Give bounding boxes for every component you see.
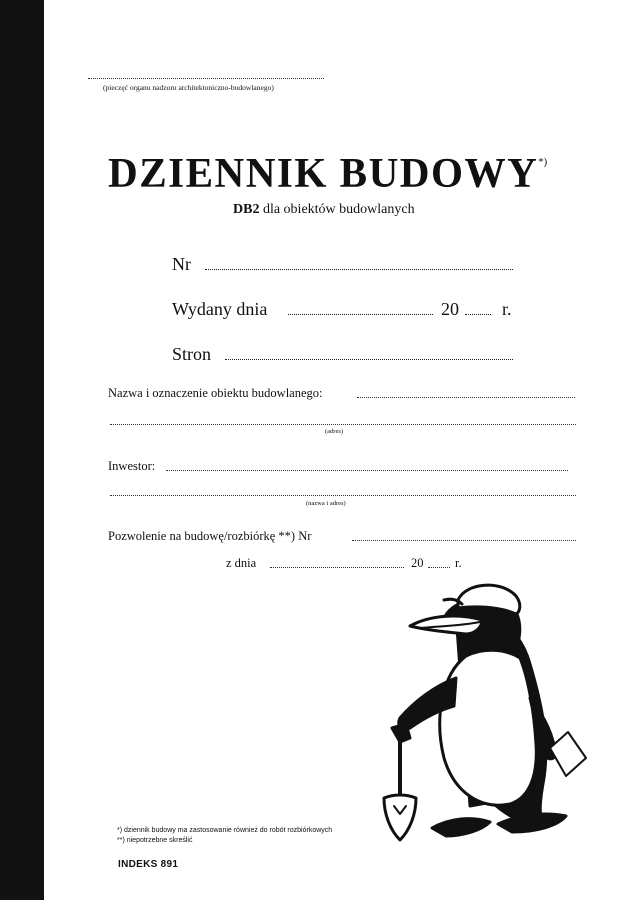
permit-year: 20 — [411, 556, 424, 570]
stamp-caption: (pieczęć organu nadzoru architektoniczno-budowlanego) — [103, 83, 274, 92]
footnote-2: **) niepotrzebne skreślić — [117, 837, 193, 844]
issued-suffix: r. — [502, 299, 512, 319]
investor-field[interactable] — [166, 470, 568, 471]
investor-field-line2[interactable] — [110, 495, 576, 496]
issued-label: Wydany dnia — [172, 299, 268, 319]
footnote-1: *) dziennik budowy ma zastosowanie również do robót rozbiórkowych — [117, 827, 333, 834]
object-label: Nazwa i oznaczenie obiektu budowlanego: — [108, 386, 323, 400]
permit-date-label: z dnia — [226, 556, 257, 570]
index-code: INDEKS 891 — [118, 859, 179, 870]
title-footnote-mark: *) — [538, 156, 548, 168]
pages-label: Stron — [172, 344, 212, 364]
title-text: DZIENNIK BUDOWY — [108, 151, 539, 197]
page-title — [108, 150, 547, 198]
penguin-worker-illustration — [370, 578, 600, 850]
object-field-line2[interactable] — [110, 424, 576, 425]
permit-suffix: r. — [455, 556, 462, 570]
permit-number-field[interactable] — [352, 540, 576, 541]
book-spine — [0, 0, 44, 900]
nr-label: Nr — [172, 254, 191, 274]
permit-date-field[interactable] — [270, 567, 404, 568]
subtitle — [233, 202, 415, 218]
investor-label: Inwestor: — [108, 459, 156, 473]
address-caption: (adres) — [325, 428, 344, 435]
subtitle-code: DB2 — [233, 202, 260, 217]
subtitle-text: dla obiektów budowlanych — [262, 202, 415, 217]
nr-field[interactable] — [205, 269, 513, 270]
object-field[interactable] — [357, 397, 575, 398]
issued-year-field[interactable] — [465, 314, 491, 315]
permit-year-field[interactable] — [428, 567, 450, 568]
investor-caption: (nazwa i adres) — [306, 500, 346, 507]
pages-field[interactable] — [225, 359, 513, 360]
permit-label: Pozwolenie na budowę/rozbiórkę **) Nr — [108, 529, 312, 543]
stamp-line — [88, 78, 324, 79]
issued-date-field[interactable] — [288, 314, 433, 315]
issued-year: 20 — [441, 299, 459, 319]
